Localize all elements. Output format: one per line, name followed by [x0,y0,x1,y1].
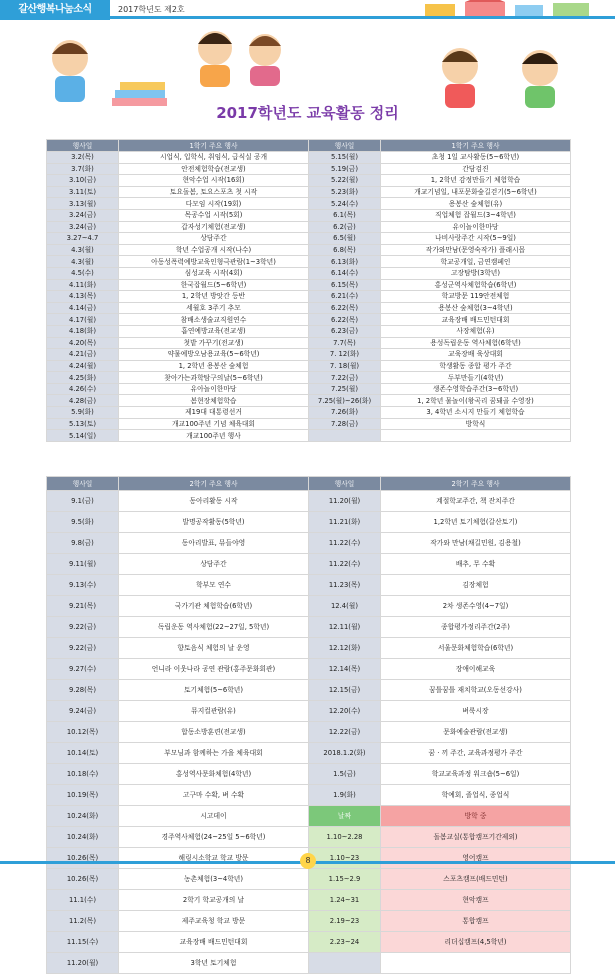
table-row [47,617,571,638]
event-cell: 첫밭 가꾸기(전교생) [119,337,309,349]
date-cell: 4.14(금) [47,302,119,314]
event-cell: 2학기 학교공개의 날 [119,890,309,911]
table-row [47,827,571,848]
event-cell: 세월호 3주기 추모 [119,302,309,314]
event-cell: 꿈 · 끼 주간, 교육과정평가 주간 [381,743,571,764]
date-cell: 5.13(토) [47,418,119,430]
table-row [47,430,571,442]
table-row [47,512,571,533]
event-cell: 간담검진 [381,163,571,175]
event-cell: 경주역사체험(24~25일 5~6학년) [119,827,309,848]
table-row [47,395,571,407]
event-cell: 방학식 [381,418,571,430]
date-cell: 날짜 [309,806,381,827]
event-cell: 학년 수업공개 시작(나수) [119,244,309,256]
date-cell: 6.22(목) [309,302,381,314]
table-row [47,337,571,349]
date-cell: 9.11(월) [47,554,119,575]
event-cell: 다모임 시작(19회) [119,198,309,210]
date-cell: 6.23(금) [309,325,381,337]
event-cell: 고구마 수확, 벼 수확 [119,785,309,806]
date-cell: 11.22(수) [309,554,381,575]
event-cell: 개교기념일, 내포문화숲길걷기(5~6학년) [381,186,571,198]
table-row [47,325,571,337]
event-cell: 1, 2학년 방앗간 등반 [119,291,309,303]
column-header: 행사일 [47,477,119,491]
date-cell: 9.5(화) [47,512,119,533]
event-cell: 문화예술관람(전교생) [381,722,571,743]
event-cell: 스포츠캠프(배드민턴) [381,869,571,890]
date-cell: 11.1(수) [47,890,119,911]
table-row [47,554,571,575]
table-row [47,291,571,303]
event-cell: 개교100주년 기념 체육대회 [119,418,309,430]
event-cell: 상담주간 [119,554,309,575]
event-cell: 현악캠프 [381,890,571,911]
event-cell: 고장탐방(3학년) [381,267,571,279]
event-cell: 독립운동 역사체험(22~27일, 5학년) [119,617,309,638]
school-illustration-icon [405,0,615,20]
date-cell: 10.14(토) [47,743,119,764]
date-cell: 9.28(목) [47,680,119,701]
event-cell: 제19대 대통령선거 [119,407,309,419]
date-cell: 6.14(수) [309,267,381,279]
date-cell [309,430,381,442]
event-cell: 교육장배 배드민턴대회 [119,932,309,953]
date-cell: 5.23(화) [309,186,381,198]
column-header: 1학기 주요 행사 [119,140,309,152]
date-cell: 7.7(목) [309,337,381,349]
date-cell: 7.25(월)~26(화) [309,395,381,407]
date-cell: 11.15(수) [47,932,119,953]
date-cell: 11.2(목) [47,911,119,932]
date-cell: 2018.1.2(화) [309,743,381,764]
event-cell: 김장체험 [381,575,571,596]
date-cell: 1.9(화) [309,785,381,806]
child-center-right-icon [249,34,281,86]
event-cell: 부모님과 함께하는 가을 체육대회 [119,743,309,764]
table-row [47,349,571,361]
event-cell: 목공수업 시작(5회) [119,209,309,221]
event-cell: 학교방문 119안전체험 [381,291,571,303]
first-semester-table [46,139,571,442]
date-cell: 11.21(화) [309,512,381,533]
event-cell: 계절학교주간, 책 잔치주간 [381,491,571,512]
event-cell: 작가와 만남(채길민원, 김용철) [381,533,571,554]
date-cell: 4.20(목) [47,337,119,349]
date-cell: 3.10(금) [47,175,119,187]
date-cell: 4.11(화) [47,279,119,291]
date-cell: 10.19(목) [47,785,119,806]
date-cell: 4.26(수) [47,383,119,395]
event-cell: 참배소생술교직원연수 [119,314,309,326]
event-cell: 서울문화체험학습(6학년) [381,638,571,659]
event-cell: 종합평가정리주간(2주) [381,617,571,638]
date-cell: 3.24(금) [47,209,119,221]
date-cell: 10.12(목) [47,722,119,743]
event-cell: 뮤지컬관람(유) [119,701,309,722]
date-cell: 1.15~2.9 [309,869,381,890]
page-number: 8 [300,853,316,869]
event-cell: 1, 2학년 물놀이(왕곡리 꿈돼골 수영장) [381,395,571,407]
event-cell: 리더십캠프(4,5학년) [381,932,571,953]
event-cell: 돌봄교실(통합캠프기간제외) [381,827,571,848]
event-cell: 1, 2학년 감정만들기 체험학습 [381,175,571,187]
date-cell: 5.24(수) [309,198,381,210]
date-cell: 4.3(월) [47,256,119,268]
date-cell: 5.9(화) [47,407,119,419]
event-cell: 상담주간 [119,233,309,245]
date-cell: 11.20(월) [47,953,119,974]
event-cell: 학교공개일, 금연캠페인 [381,256,571,268]
date-cell: 10.24(화) [47,806,119,827]
table-row [47,806,571,827]
event-cell: 학생활동 종합 평가 주간 [381,360,571,372]
child-right-icon [442,48,478,108]
date-cell: 10.24(화) [47,827,119,848]
event-cell: 1, 2학년 용봉산 숲체험 [119,360,309,372]
table-row [47,209,571,221]
newsletter-brand: 갈산행복나눔소식 [0,0,110,20]
table-row [47,743,571,764]
event-cell: 방학 중 [381,806,571,827]
event-cell: 학교교육과정 워크숍(5~6일) [381,764,571,785]
event-cell: 3, 4학년 소시지 만들기 체험학습 [381,407,571,419]
table-row [47,701,571,722]
event-cell: 초청 1일 교사활동(5~6학년) [381,152,571,164]
event-cell: 장애이해교육 [381,659,571,680]
table-row [47,418,571,430]
table-row [47,256,571,268]
date-cell: 6.8(목) [309,244,381,256]
event-cell: 해링시소학교 학교 방문 [119,848,309,869]
event-cell: 시고데이 [119,806,309,827]
date-cell: 3.11(토) [47,186,119,198]
date-cell: 1.10~23 [309,848,381,869]
event-cell: 학부모 연수 [119,575,309,596]
table-row [47,953,571,974]
date-cell: 12.20(수) [309,701,381,722]
page-title-area [0,100,615,130]
column-header: 2학기 주요 행사 [119,477,309,491]
event-cell: 용성독립운동 역사체험(6학년) [381,337,571,349]
table-header-row [47,140,571,152]
date-cell: 6.15(목) [309,279,381,291]
date-cell: 5.19(금) [309,163,381,175]
date-cell: 5.15(월) [309,152,381,164]
column-header: 행사일 [309,477,381,491]
date-cell: 10.26(목) [47,869,119,890]
date-cell: 12.15(금) [309,680,381,701]
date-cell: 6.21(수) [309,291,381,303]
table-row [47,279,571,291]
date-cell: 7.28(금) [309,418,381,430]
event-cell: 발명공작활동(5학년) [119,512,309,533]
date-cell: 4.28(금) [47,395,119,407]
date-cell: 9.24(금) [47,701,119,722]
date-cell: 10.26(목) [47,848,119,869]
event-cell: 유이놀이한마당 [381,221,571,233]
event-cell: 흡연예방교육(전교생) [119,325,309,337]
event-cell: 홍성군역사체험학습(6학년) [381,279,571,291]
table-row [47,932,571,953]
date-cell: 3.27~4.7 [47,233,119,245]
table-row [47,890,571,911]
table-row [47,533,571,554]
date-cell: 3.24(금) [47,221,119,233]
event-cell: 나비사랑주간 시작(5~9일) [381,233,571,245]
date-cell: 9.8(금) [47,533,119,554]
event-cell: 찾아가는과학탐구의날(5~6학년) [119,372,309,384]
date-cell [309,953,381,974]
column-header: 행사일 [309,140,381,152]
date-cell: 4.24(월) [47,360,119,372]
date-cell: 12.22(금) [309,722,381,743]
event-cell: 향토음식 체험의 날 운영 [119,638,309,659]
date-cell: 4.3(월) [47,244,119,256]
table-row [47,163,571,175]
date-cell: 7.25(월) [309,383,381,395]
date-cell: 5.14(일) [47,430,119,442]
event-cell: 두부만들기(4학년) [381,372,571,384]
table-row [47,680,571,701]
second-semester-table [46,476,571,974]
date-cell: 11.20(월) [309,491,381,512]
date-cell: 9.21(목) [47,596,119,617]
date-cell: 1.24~31 [309,890,381,911]
event-cell: 꿈틀꿈틀 재치학교(오동선강사) [381,680,571,701]
event-cell: 봄현장체험학습 [119,395,309,407]
date-cell: 9.13(수) [47,575,119,596]
event-cell: 제주교육청 학교 방문 [119,911,309,932]
table-row [47,911,571,932]
event-cell [381,430,571,442]
event-cell: 용봉산 숲체험(3~4학년) [381,302,571,314]
date-cell: 7.22(금) [309,372,381,384]
table-row [47,302,571,314]
event-cell: 1,2학년 토기체험(갈산토기) [381,512,571,533]
table-row [47,491,571,512]
date-cell: 11.22(수) [309,533,381,554]
event-cell: 3학년 토기체험 [119,953,309,974]
date-cell: 12.14(목) [309,659,381,680]
column-header: 1학기 주요 행사 [381,140,571,152]
table-row [47,722,571,743]
event-cell: 국가기관 체험학습(6학년) [119,596,309,617]
page-title: 2017학년도 교육활동 정리 [216,104,399,122]
event-cell: 유아놀이한마당 [119,383,309,395]
date-cell: 2.19~23 [309,911,381,932]
date-cell: 6.13(화) [309,256,381,268]
date-cell: 12.11(월) [309,617,381,638]
date-cell: 1.10~2.28 [309,827,381,848]
date-cell: 7.26(화) [309,407,381,419]
event-cell: 교육장배 배드민턴대회 [381,314,571,326]
event-cell: 합동소방훈련(전교생) [119,722,309,743]
event-cell [381,953,571,974]
event-cell: 직업체험 잡월드(3~4학년) [381,209,571,221]
event-cell: 갑자성기체험(전교생) [119,221,309,233]
table-row [47,407,571,419]
date-cell: 6.2(금) [309,221,381,233]
child-left-icon [52,40,88,102]
table-row [47,575,571,596]
event-cell: 홍성역사문화체험(4학년) [119,764,309,785]
event-cell: 개교100주년 행사 [119,430,309,442]
table-row [47,221,571,233]
event-cell: 2차 생존수영(4~7일) [381,596,571,617]
date-cell: 4.25(화) [47,372,119,384]
event-cell: 현악수업 시작(16회) [119,175,309,187]
table-row [47,198,571,210]
date-cell: 7. 12(화) [309,349,381,361]
date-cell: 7. 18(월) [309,360,381,372]
event-cell: 농촌체험(3~4학년) [119,869,309,890]
event-cell: 시업식, 입학식, 취임식, 급식실 공개 [119,152,309,164]
table-row [47,659,571,680]
date-cell: 4.21(금) [47,349,119,361]
issue-label: 2017학년도 제2호 [118,5,185,14]
date-cell: 6.5(월) [309,233,381,245]
date-cell: 4.5(수) [47,267,119,279]
table-row [47,152,571,164]
date-cell: 10.18(수) [47,764,119,785]
date-cell: 9.22(금) [47,617,119,638]
table-row [47,244,571,256]
date-cell: 3.7(화) [47,163,119,175]
date-cell: 9.1(금) [47,491,119,512]
date-cell: 4.17(월) [47,314,119,326]
date-cell: 4.13(목) [47,291,119,303]
date-cell: 12.4(월) [309,596,381,617]
table-row [47,360,571,372]
table-row [47,314,571,326]
date-cell: 1.5(금) [309,764,381,785]
table-row [47,372,571,384]
table-row [47,175,571,187]
footer [0,853,615,875]
event-cell: 용봉산 숲체험(유) [381,198,571,210]
event-cell: 벼룩시장 [381,701,571,722]
date-cell: 6.22(목) [309,314,381,326]
table-header-row [47,477,571,491]
event-cell: 통합캠프 [381,911,571,932]
event-cell: 심성교육 시작(4회) [119,267,309,279]
event-cell: 토요돌봄, 토요스포츠 첫 시작 [119,186,309,198]
date-cell: 4.18(화) [47,325,119,337]
date-cell: 12.12(화) [309,638,381,659]
event-cell: 학예회, 졸업식, 종업식 [381,785,571,806]
date-cell: 6.1(목) [309,209,381,221]
date-cell: 11.23(목) [309,575,381,596]
child-center-left-icon [198,31,232,87]
event-cell: 교육장배 육상대회 [381,349,571,361]
event-cell: 안전체험학습(전교생) [119,163,309,175]
event-cell: 배추, 무 수확 [381,554,571,575]
date-cell: 5.22(월) [309,175,381,187]
table-row [47,186,571,198]
event-cell: 작가와만남(문영숙작가) 플래시몹 [381,244,571,256]
date-cell: 9.27(수) [47,659,119,680]
event-cell: 영어캠프 [381,848,571,869]
event-cell: 언니라 이웃나라 공연 관람(홍주문화회관) [119,659,309,680]
table-row [47,785,571,806]
table-row [47,596,571,617]
event-cell: 약물예방오남용교육(5~6학년) [119,349,309,361]
table-row [47,764,571,785]
event-cell: 한국잡월드(5~6학년) [119,279,309,291]
date-cell: 3.2(목) [47,152,119,164]
event-cell: 생존수영학습주간(3~6학년) [381,383,571,395]
event-cell: 사장체험(유) [381,325,571,337]
date-cell: 9.22(금) [47,638,119,659]
event-cell: 아동성폭력예방교육인형극관람(1~3학년) [119,256,309,268]
table-row [47,383,571,395]
date-cell: 2.23~24 [309,932,381,953]
table-row [47,638,571,659]
date-cell: 3.13(월) [47,198,119,210]
event-cell: 토기체험(5~6학년) [119,680,309,701]
column-header: 2학기 주요 행사 [381,477,571,491]
event-cell: 동아리활동 시작 [119,491,309,512]
column-header: 행사일 [47,140,119,152]
top-banner [0,0,615,20]
table-row [47,267,571,279]
event-cell: 동아리발표, 뮤들야영 [119,533,309,554]
table-row [47,233,571,245]
